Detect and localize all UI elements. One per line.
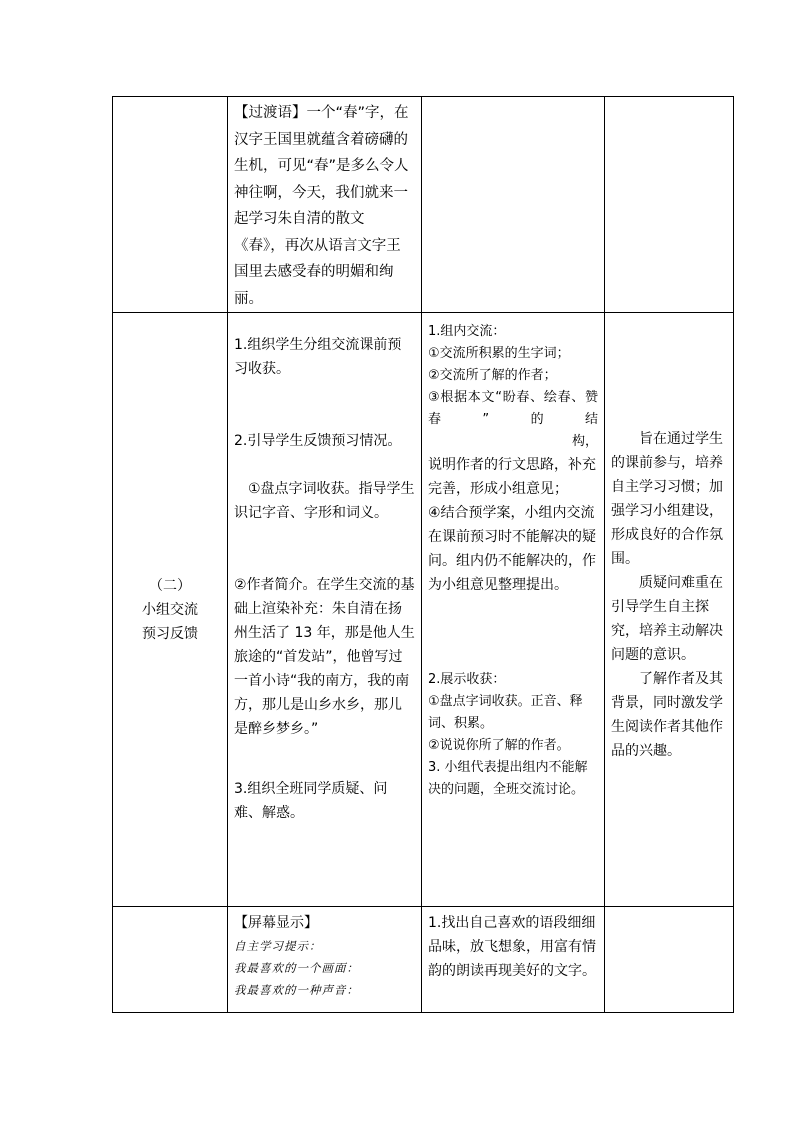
student-heading-1: 1.组内交流： — [428, 324, 506, 339]
student-show-2: ②说说你所了解的作者。 — [428, 738, 570, 753]
teacher-step-1: 1.组织学生分组交流课前预习收获。 — [234, 337, 402, 377]
student-item-4: ④结合预学案，小组内交流在课前预习时不能解决的疑问。组内仍不能解决的，作为小组意见整理提出。 — [428, 505, 596, 593]
student-item-2: ②交流所了解的作者； — [428, 368, 557, 383]
teacher-step-2a: ①盘点字词收获。指导学生识记字音、字形和词义。 — [234, 481, 415, 521]
student-activity-cell — [422, 97, 605, 313]
transition-text: 【过渡语】一个“春”字，在汉字王国里就蕴含着磅礴的生机，可见“春”是多么令人神往啊，今天，我们就来一起学习朱自清的散文《春》，再次从语言文字王国里去感受春的明媚和绚丽。 — [234, 105, 409, 307]
stage-cell-empty — [113, 907, 228, 1013]
stage-number: （二） — [149, 577, 191, 594]
student-item-1: ①交流所积累的生字词； — [428, 346, 570, 361]
student-read-step: 1.找出自己喜欢的语段细细品味，放飞想象，用富有情韵的朗读再现美好的文字。 — [428, 915, 596, 979]
teacher-step-2: 2.引导学生反馈预习情况。 — [234, 433, 402, 449]
student-show-3: 3. 小组代表提出组内不能解决的问题，全班交流讨论。 — [428, 760, 588, 797]
teacher-step-3: 3.组织全班同学质疑、问难、解惑。 — [234, 781, 388, 821]
stage-cell — [113, 313, 228, 907]
student-item-3b — [428, 431, 598, 453]
teacher-step-2b: ②作者简介。在学生交流的基础上渲染补充：朱自清在扬州生活了 13 年，那是他人生旅途的“首发站”，他曾写过一首小诗“我的南方，我的南方，那儿是山乡水乡，那儿是醉乡梦乡。” — [234, 577, 415, 737]
teacher-activity-cell — [228, 97, 422, 313]
screen-title: 【屏幕显示】 — [234, 915, 318, 931]
design-intent-cell — [605, 907, 734, 1013]
table-row — [113, 97, 734, 313]
intent-3: 了解作者及其背景，同时激发学生阅读作者其他作品的兴趣。 — [611, 671, 723, 759]
student-activity-cell — [422, 907, 605, 1013]
teacher-activity-cell — [228, 313, 422, 907]
hint-title: 自主学习提示： — [234, 939, 322, 953]
table-row — [113, 313, 734, 907]
intent-1: 旨在通过学生的课前参与，培养自主学习习惯；加强学习小组建设，形成良好的合作氛围。 — [611, 431, 723, 567]
stage-cell-empty — [113, 97, 228, 313]
hint-1: 我最喜欢的一个画面： — [234, 961, 359, 975]
table-row — [113, 907, 734, 1013]
design-intent-cell — [605, 97, 734, 313]
intent-2: 质疑问难重在引导学生自主探究，培养主动解决问题的意识。 — [611, 575, 723, 663]
student-show-1: ①盘点字词收获。正音、释词、积累。 — [428, 694, 583, 731]
design-intent-cell — [605, 313, 734, 907]
stage-title-line1: 小组交流 — [142, 601, 198, 618]
student-item-3a: ③根据本文“盼春、绘春、赞春”的结 — [428, 390, 598, 427]
student-activity-cell — [422, 313, 605, 907]
student-item-3c: 说明作者的行文思路，补充完善，形成小组意见； — [428, 457, 596, 497]
stage-title-line2: 预习反馈 — [142, 625, 198, 642]
lesson-plan-table — [112, 96, 734, 1013]
teacher-activity-cell — [228, 907, 422, 1013]
hint-2: 我最喜欢的一种声音： — [234, 983, 359, 997]
student-item-3b-text: 构， — [571, 434, 598, 449]
student-heading-2: 2.展示收获： — [428, 672, 506, 687]
